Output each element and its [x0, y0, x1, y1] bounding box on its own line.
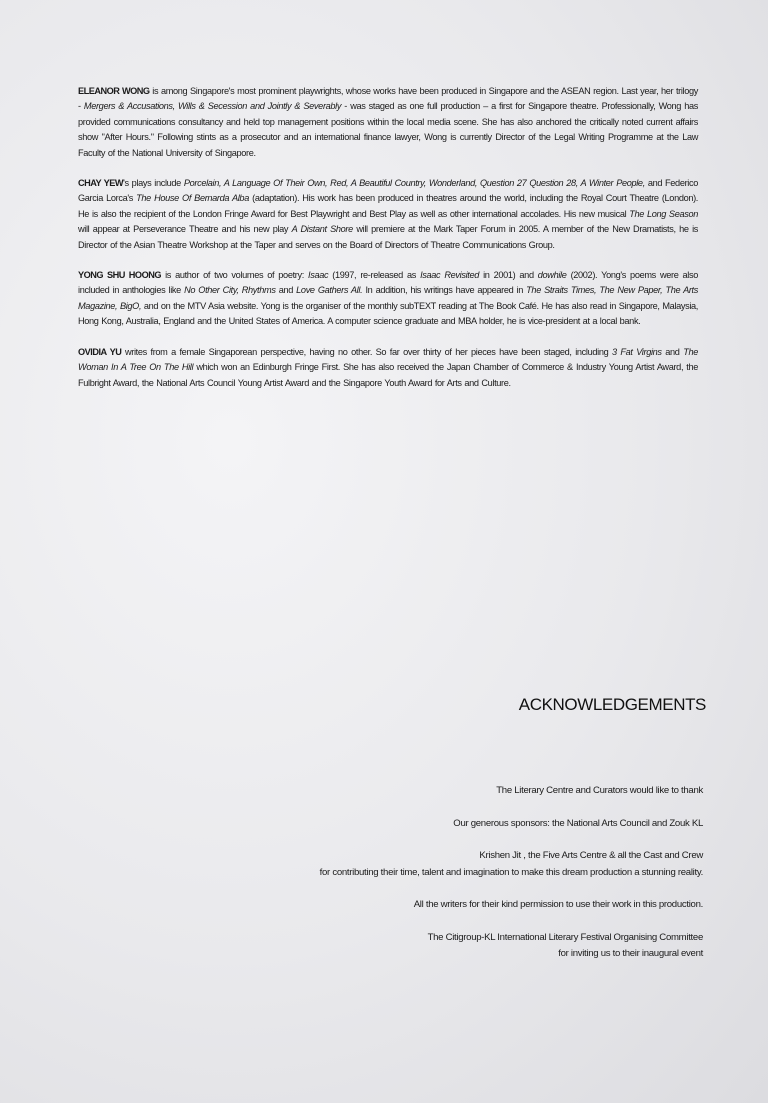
bio-text: and [661, 346, 684, 357]
work-title: Isaac [308, 270, 329, 281]
acknowledgements-title: ACKNOWLEDGEMENTS [518, 695, 706, 714]
work-title: 3 Fat Virgins [611, 346, 662, 357]
acknowledgement-line: The Citigroup-KL International Literary Festival Organising Committee [427, 931, 703, 943]
bio-text: and on the MTV Asia website. Yong is the organiser of the monthly subTEXT reading at The Book Café. He has also read in Singapore, Malaysia, Hong Kong, Australia, England and the United States of America. A computer science graduate and MBA holder, he is vice-president at a local bank. [78, 300, 698, 327]
bio-name: CHAY YEW [78, 178, 124, 189]
bio-name: ELEANOR WONG [78, 86, 150, 96]
acknowledgement-line: Our generous sponsors: the National Arts Council and Zouk KL [453, 817, 703, 829]
bio-text: and [275, 285, 297, 296]
bio-text: will premiere at the Mark Taper Forum in 2005. A member of the New Dramatists, he is Director of the Asian Theatre Workshop at the Taper and serves on the Board of Directors of Theatre Communications Group. [78, 224, 698, 250]
bio-text: will appear at Perseverance Theatre and his new play [78, 224, 292, 235]
acknowledgement-item [103, 930, 703, 963]
work-title: Porcelain, A Language Of Their Own, Red, A Beautiful Country, Wonderland, Question 27 Question 28, A Winter People, [183, 178, 645, 189]
bio-name: YONG SHU HOONG [78, 270, 161, 281]
bio-text: is among Singapore's most prominent playwrights, whose works have been produced in Singapore and the ASEAN region. Last year, her trilogy - [78, 86, 699, 112]
acknowledgement-line: The Literary Centre and Curators would like to thank [496, 785, 703, 796]
bio-text: writes from a female Singaporean perspective, having no other. So far over thirty of her pieces have been staged, including [121, 346, 612, 357]
acknowledgement-line: Krishen Jit , the Five Arts Centre & all the Cast and Crew [479, 850, 703, 861]
acknowledgement-item [103, 783, 703, 800]
acknowledgement-line: All the writers for their kind permission to use their work in this production. [413, 899, 703, 910]
acknowledgement-item [103, 848, 703, 881]
bio-text: and Federico Garcia Lorca's [78, 178, 698, 204]
contributor-bios [78, 84, 698, 406]
bio-text: which won an Edinburgh Fringe First. She has also received the Japan Chamber of Commerce & Industry Young Artist Award, the Fulbright Award, the National Arts Council Young Artist Award and the Singapore Youth Award for Arts and Culture. [78, 362, 698, 388]
work-title: Love Gathers All. [296, 285, 363, 296]
acknowledgement-line: for inviting us to their inaugural event [558, 948, 703, 959]
bio-paragraph [78, 176, 698, 253]
bio-text: (adaptation). His work has been produced in theatres around the world, including the Royal Court Theatre (London). He is also the recipient of the London Fringe Award for Best Playwright and Best Play as well as other international accolades. His new musical [78, 193, 699, 219]
acknowledgements-section [103, 695, 706, 979]
work-title: A Distant Shore [291, 224, 353, 235]
bio-paragraph [78, 345, 698, 391]
bio-paragraph [78, 268, 698, 330]
acknowledgements-list [103, 783, 703, 963]
work-title: Isaac Revisited [420, 270, 480, 281]
bio-text: - was staged as one full production – a first for Singapore theatre. Professionally, Wong has provided communications consultancy and held top management positions within the local media scene. She has also anchored the critically noted current affairs show "After Hours." Following stints as a prosecutor and an international finance lawyer, Wong is currently Director of the Legal Writing Programme at the Law Faculty of the National University of Singapore. [78, 101, 698, 158]
bio-text: 's plays include [123, 178, 184, 189]
bio-name: OVIDIA YU [78, 346, 122, 357]
work-title: Mergers & Accusations, Wills & Secession and Jointly & Severably [83, 101, 342, 112]
bio-text: (2002). Yong's poems were also included in anthologies like [78, 270, 698, 296]
acknowledgement-item [103, 816, 703, 833]
acknowledgement-item [103, 897, 703, 914]
work-title: dowhile [537, 270, 567, 281]
bio-text: in 2001) and [479, 270, 538, 281]
work-title: The House Of Bernarda Alba [136, 193, 249, 204]
bio-text: (1997, re-released as [328, 270, 421, 281]
work-title: No Other City, Rhythms [184, 285, 276, 296]
bio-text: is author of two volumes of poetry: [161, 270, 309, 281]
acknowledgement-line: for contributing their time, talent and imagination to make this dream production a stunning reality. [319, 866, 703, 878]
bio-text: In addition, his writings have appeared in [362, 285, 527, 296]
work-title: The Long Season [629, 208, 698, 219]
work-title: The Straits Times, The New Paper, The Arts Magazine, BigO, [78, 285, 699, 311]
work-title: The Woman In A Tree On The Hill [78, 346, 698, 373]
bio-paragraph [78, 84, 698, 161]
